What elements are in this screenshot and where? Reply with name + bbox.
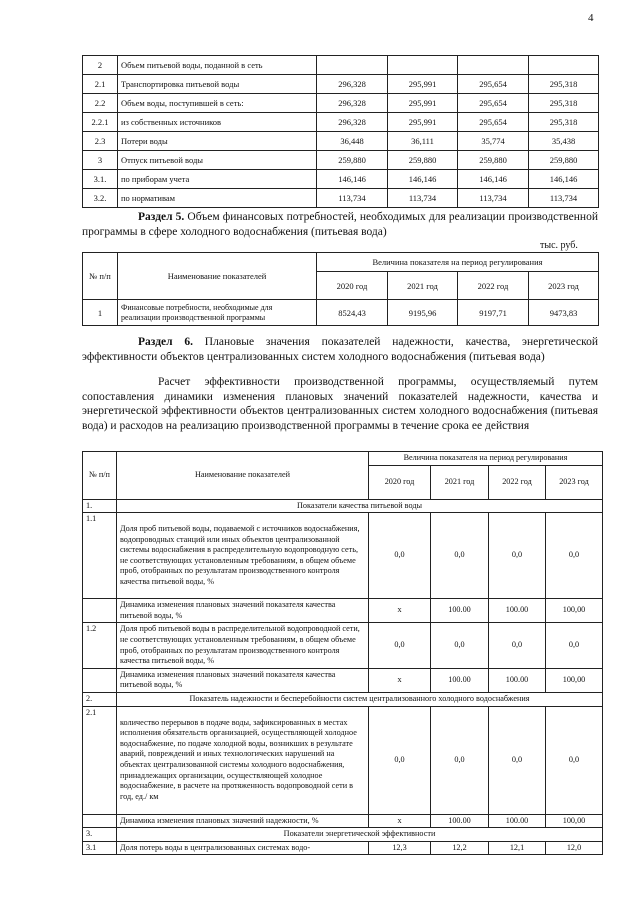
- cell-value: х: [369, 814, 431, 828]
- cell-value: 295,318: [529, 113, 599, 132]
- cell-value: 295,654: [458, 113, 529, 132]
- cell-value: 12,1: [489, 841, 546, 855]
- cell-value: 100.00: [431, 814, 489, 828]
- cell-no: 2.2.1: [83, 113, 118, 132]
- cell-value: 113,734: [529, 189, 599, 208]
- cell-name: из собственных источников: [118, 113, 317, 132]
- group-title: Показатель надежности и бесперебойности систем централизованного холодного водоснабжения: [117, 692, 603, 706]
- cell-value: 35,438: [529, 132, 599, 151]
- cell-no: [83, 599, 117, 623]
- cell-value: 12,3: [369, 841, 431, 855]
- section6-heading: Раздел 6. Плановые значения показателей надежности, качества, энергетической эффективности объектов централизованных систем холодного водоснабжения (питьевая вода): [82, 336, 598, 363]
- table-row: [83, 94, 599, 113]
- cell-value: 259,880: [529, 151, 599, 170]
- group-title: Показатели качества питьевой воды: [117, 499, 603, 513]
- group-row: [83, 499, 603, 513]
- cell-no: 1.2: [83, 623, 117, 668]
- cell-value: 146,146: [458, 170, 529, 189]
- cell-value: 100.00: [431, 599, 489, 623]
- cell-value: 295,318: [529, 75, 599, 94]
- section5-heading: Раздел 5. Объем финансовых потребностей, необходимых для реализации производственной программы в сфере холодного водоснабжения (питьевая вода): [82, 211, 598, 238]
- cell-value: 12,0: [546, 841, 603, 855]
- cell-name: по нормативам: [118, 189, 317, 208]
- section6-paragraph: Расчет эффективности производственной программы, осуществляемый путем сопоставления динамики изменения плановых значений показателей надежности, качества и энергетической эффективности объектов централизованных систем холодного водоснабжения (питьевая вода) и расходов на реализацию производственной программы в течение срока ее действия: [82, 376, 598, 432]
- cell-value: 100,00: [546, 668, 603, 692]
- cell-value: 100.00: [489, 668, 546, 692]
- cell-value: [317, 56, 388, 75]
- header-period: Величина показателя на период регулирования: [317, 253, 599, 272]
- cell-name: по приборам учета: [118, 170, 317, 189]
- cell-value: 0,0: [546, 513, 603, 599]
- table-row: [83, 706, 603, 814]
- cell-value: 100,00: [546, 599, 603, 623]
- cell-value: 259,880: [458, 151, 529, 170]
- cell-value: 113,734: [388, 189, 458, 208]
- cell-value: 296,328: [317, 113, 388, 132]
- group-row: [83, 828, 603, 842]
- cell-value: 296,328: [317, 75, 388, 94]
- cell-value: 113,734: [317, 189, 388, 208]
- cell-value: 146,146: [388, 170, 458, 189]
- cell-value: 0,0: [489, 706, 546, 814]
- cell-value: 0,0: [546, 706, 603, 814]
- cell-value: 295,991: [388, 75, 458, 94]
- cell-name: Динамика изменения плановых значений надежности, %: [117, 814, 369, 828]
- cell-value: 146,146: [317, 170, 388, 189]
- cell-value: 0,0: [489, 623, 546, 668]
- cell-value: 35,774: [458, 132, 529, 151]
- table-row: [83, 189, 599, 208]
- header-year: 2022 год: [458, 272, 529, 300]
- header-year: 2021 год: [431, 465, 489, 499]
- cell-value: 0,0: [369, 706, 431, 814]
- cell-value: 100.00: [431, 668, 489, 692]
- header-period: Величина показателя на период регулирования: [369, 452, 603, 466]
- table-row: [83, 75, 599, 94]
- cell-no: 3: [83, 151, 118, 170]
- table-row: [83, 814, 603, 828]
- cell-value: 0,0: [369, 623, 431, 668]
- cell-name: Доля проб питьевой воды, подаваемой с источников водоснабжения, водопроводных станций или иных объектов централизованной системы водоснабжения в распределительную водопроводную сеть, не соответствующих установленным требованиям, в общем объеме проб, отобранных по результатам производственного контроля качества питьевой воды, %: [117, 513, 369, 599]
- cell-no: 2.1: [83, 75, 118, 94]
- table-row: [83, 841, 603, 855]
- cell-value: [529, 56, 599, 75]
- cell-value: [458, 56, 529, 75]
- water-balance-table: [82, 55, 599, 208]
- cell-value: 0,0: [489, 513, 546, 599]
- table-row: [83, 668, 603, 692]
- table-row: [83, 300, 599, 326]
- cell-no: 3.1: [83, 841, 117, 855]
- cell-value: 295,654: [458, 94, 529, 113]
- cell-value: [388, 56, 458, 75]
- table-row: [83, 56, 599, 75]
- group-row: [83, 692, 603, 706]
- table-row: [83, 170, 599, 189]
- cell-value: 0,0: [431, 623, 489, 668]
- table-row: [83, 599, 603, 623]
- cell-name: Финансовые потребности, необходимые для реализации производственной программы: [118, 300, 317, 326]
- cell-no: 2.: [83, 692, 117, 706]
- financial-needs-table: [82, 252, 599, 326]
- header-no: № п/п: [83, 253, 118, 300]
- cell-name: Доля проб питьевой воды в распределительной водопроводной сети, не соответствующих установленным требованиям, в общем объеме проб, отобранных по результатам производственного контроля качества питьевой воды, %: [117, 623, 369, 668]
- cell-value: 0,0: [546, 623, 603, 668]
- table-row: [83, 513, 603, 599]
- cell-value: х: [369, 599, 431, 623]
- cell-no: 3.: [83, 828, 117, 842]
- cell-no: 3.1.: [83, 170, 118, 189]
- cell-no: 1.: [83, 499, 117, 513]
- cell-value: 295,991: [388, 113, 458, 132]
- cell-value: 295,654: [458, 75, 529, 94]
- cell-name: Потери воды: [118, 132, 317, 151]
- table-row: [83, 623, 603, 668]
- cell-value: 259,880: [317, 151, 388, 170]
- cell-value: 9195,96: [388, 300, 458, 326]
- cell-name: Объем питьевой воды, поданной в сеть: [118, 56, 317, 75]
- cell-value: 9197,71: [458, 300, 529, 326]
- cell-value: 259,880: [388, 151, 458, 170]
- header-year: 2023 год: [529, 272, 599, 300]
- cell-value: 100.00: [489, 599, 546, 623]
- cell-no: 2.3: [83, 132, 118, 151]
- cell-value: 100,00: [546, 814, 603, 828]
- group-title: Показатели энергетической эффективности: [117, 828, 603, 842]
- cell-name: Объем воды, поступившей в сеть:: [118, 94, 317, 113]
- cell-value: 113,734: [458, 189, 529, 208]
- cell-value: 296,328: [317, 94, 388, 113]
- header-year: 2022 год: [489, 465, 546, 499]
- header-year: 2021 год: [388, 272, 458, 300]
- cell-name: Транспортировка питьевой воды: [118, 75, 317, 94]
- cell-name: количество перерывов в подаче воды, зафиксированных в местах исполнения обязательств организацией, осуществляющей холодное водоснабжение, по подаче холодной воды, возникших в результате аварий, повреждений и иных технологических нарушений на объектах централизованной системы холодного водоснабжения, принадлежащих организации, осуществляющей холодное водоснабжение, в расчете на протяженность водопроводной сети в год, ед./ км: [117, 706, 369, 814]
- cell-no: 2.2: [83, 94, 118, 113]
- cell-value: 295,991: [388, 94, 458, 113]
- cell-value: 146,146: [529, 170, 599, 189]
- cell-value: 100.00: [489, 814, 546, 828]
- cell-name: Динамика изменения плановых значений показателя качества питьевой воды, %: [117, 668, 369, 692]
- table-row: [83, 132, 599, 151]
- header-year: 2020 год: [317, 272, 388, 300]
- cell-no: [83, 668, 117, 692]
- cell-value: 36,448: [317, 132, 388, 151]
- cell-name: Динамика изменения плановых значений показателя качества питьевой воды, %: [117, 599, 369, 623]
- indicators-table: [82, 451, 603, 855]
- cell-value: 0,0: [431, 513, 489, 599]
- header-year: 2023 год: [546, 465, 603, 499]
- cell-value: х: [369, 668, 431, 692]
- header-no: № п/п: [83, 452, 117, 500]
- page-number: 4: [588, 12, 594, 24]
- cell-no: 3.2.: [83, 189, 118, 208]
- cell-no: [83, 814, 117, 828]
- cell-value: 36,111: [388, 132, 458, 151]
- header-year: 2020 год: [369, 465, 431, 499]
- cell-value: 12,2: [431, 841, 489, 855]
- cell-name: Отпуск питьевой воды: [118, 151, 317, 170]
- table-row: [83, 151, 599, 170]
- cell-no: 1.1: [83, 513, 117, 599]
- header-name: Наименование показателей: [117, 452, 369, 500]
- cell-value: 0,0: [369, 513, 431, 599]
- units-label: тыс. руб.: [540, 240, 578, 251]
- cell-no: 2.1: [83, 706, 117, 814]
- cell-value: 0,0: [431, 706, 489, 814]
- cell-name: Доля потерь воды в централизованных системах водо-: [117, 841, 369, 855]
- cell-value: 9473,83: [529, 300, 599, 326]
- table-row: [83, 113, 599, 132]
- header-name: Наименование показателей: [118, 253, 317, 300]
- cell-no: 1: [83, 300, 118, 326]
- cell-value: 295,318: [529, 94, 599, 113]
- cell-no: 2: [83, 56, 118, 75]
- cell-value: 8524,43: [317, 300, 388, 326]
